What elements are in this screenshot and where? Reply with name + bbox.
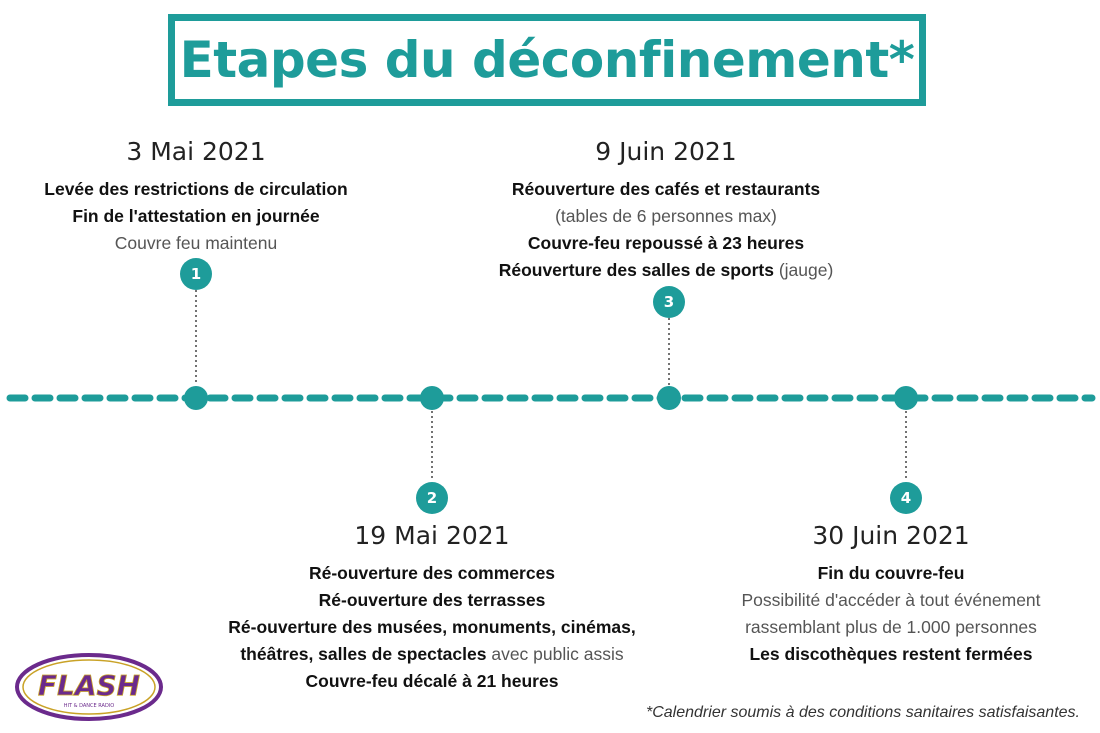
timeline-dot-2 (420, 386, 444, 410)
event-1 (16, 137, 376, 257)
step-marker-4: 4 (890, 482, 922, 514)
flash-logo (14, 652, 164, 722)
page-title: Etapes du déconfinement* (179, 31, 915, 89)
event-3 (456, 137, 876, 284)
event-line: Couvre-feu repoussé à 23 heures (527, 233, 805, 253)
event-line: Réouverture des salles de sports (jauge) (498, 260, 834, 280)
event-line: rassemblant plus de 1.000 personnes (745, 617, 1037, 637)
event-line: Les discothèques restent fermées (749, 644, 1033, 664)
event-line: Couvre-feu décalé à 21 heures (305, 671, 559, 691)
step-marker-2: 2 (416, 482, 448, 514)
event-line: Levée des restrictions de circulation (44, 179, 348, 199)
timeline-dot-4 (894, 386, 918, 410)
event-line: Ré-ouverture des musées, monuments, cinémas, (228, 617, 636, 637)
logo-tagline: HIT & DANCE RADIO (63, 703, 115, 709)
event-line: Possibilité d'accéder à tout événement (741, 590, 1041, 610)
event-line: Ré-ouverture des commerces (308, 563, 556, 583)
event-line: Réouverture des cafés et restaurants (511, 179, 821, 199)
event-line: Fin de l'attestation en journée (72, 206, 320, 226)
event-line: Ré-ouverture des terrasses (318, 590, 546, 610)
footnote: *Calendrier soumis à des conditions sanitaires satisfaisantes. (646, 704, 1080, 721)
timeline-dot-3 (657, 386, 681, 410)
step-marker-3: 3 (653, 286, 685, 318)
event-date: 19 Mai 2021 (354, 521, 510, 550)
step-marker-1: 1 (180, 258, 212, 290)
event-line: théâtres, salles de spectacles avec public assis (240, 644, 624, 664)
timeline-dot-1 (184, 386, 208, 410)
logo-text: FLASH (37, 669, 141, 702)
event-date: 3 Mai 2021 (126, 137, 266, 166)
event-2 (182, 521, 682, 695)
event-line: Fin du couvre-feu (817, 563, 965, 583)
event-line: Couvre feu maintenu (114, 233, 278, 253)
event-date: 9 Juin 2021 (595, 137, 737, 166)
event-line: (tables de 6 personnes max) (555, 206, 777, 226)
event-date: 30 Juin 2021 (812, 521, 970, 550)
event-4 (706, 521, 1076, 668)
